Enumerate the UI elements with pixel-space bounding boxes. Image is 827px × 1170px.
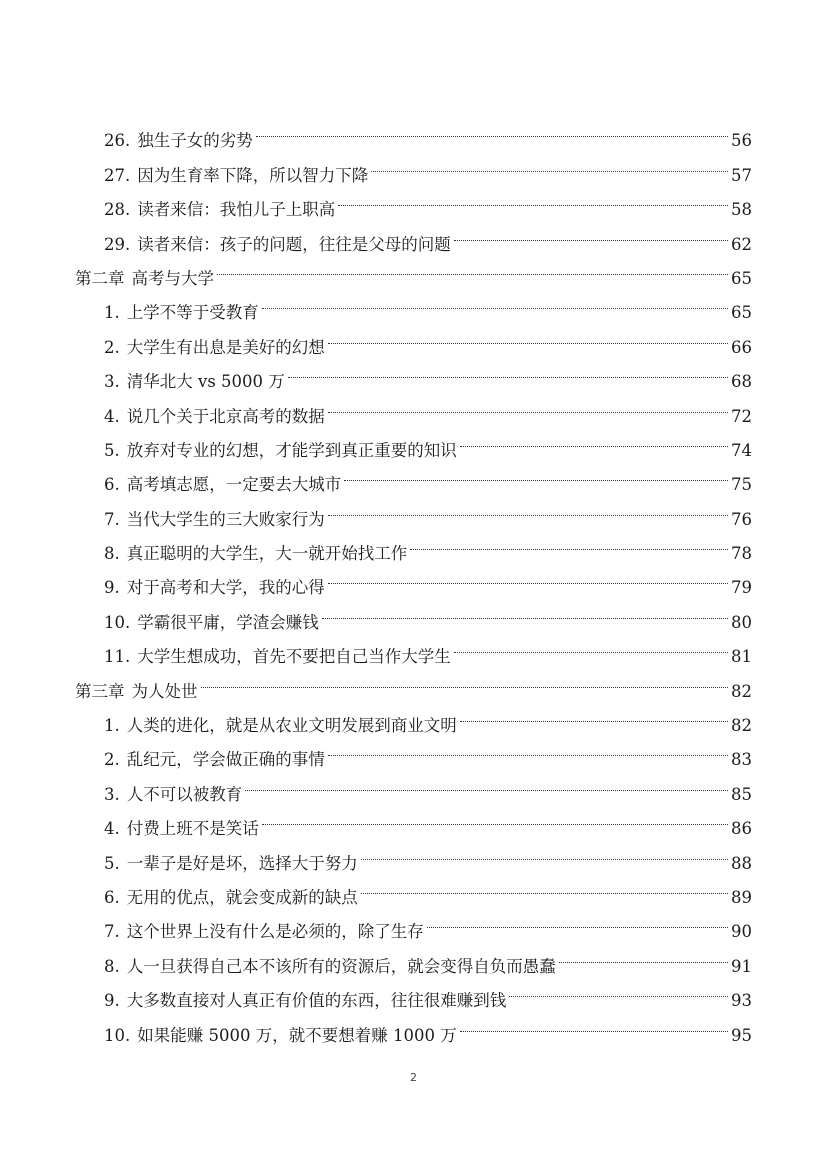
- dot-leader: [262, 800, 728, 834]
- toc-title: 高考填志愿，一定要去大城市: [126, 475, 342, 495]
- toc-page: 65: [731, 303, 752, 323]
- chapter-title: 为人处世: [131, 681, 198, 701]
- dot-leader: [328, 318, 728, 352]
- dot-leader: [322, 593, 728, 627]
- toc-title: 真正聪明的大学生，大一就开始找工作: [126, 544, 408, 564]
- toc-number: 7.: [104, 922, 120, 942]
- dot-leader: [328, 731, 728, 765]
- toc-title: 上学不等于受教育: [126, 303, 259, 323]
- chapter-number: 第三章: [75, 681, 125, 701]
- toc-title: 读者来信：孩子的问题，往往是父母的问题: [137, 234, 451, 254]
- toc-title: 大多数直接对人真正有价值的东西，往往很难赚到钱: [126, 991, 507, 1011]
- toc-title: 说几个关于北京高考的数据: [126, 406, 325, 426]
- toc-number: 28.: [104, 200, 131, 220]
- dot-leader: [201, 662, 729, 696]
- dot-leader: [262, 284, 728, 318]
- dot-leader: [454, 628, 728, 662]
- toc-page: 75: [731, 475, 752, 495]
- toc-page: 65: [731, 268, 752, 288]
- toc-title: 乱纪元，学会做正确的事情: [126, 750, 325, 770]
- toc-number: 6.: [104, 475, 120, 495]
- toc-number: 5.: [104, 853, 120, 873]
- toc-title: 大学生想成功，首先不要把自己当作大学生: [137, 647, 451, 667]
- toc-title: 当代大学生的三大败家行为: [126, 509, 325, 529]
- toc-title: 如果能赚 5000 万，就不要想着赚 1000 万: [137, 1025, 457, 1045]
- toc-number: 9.: [104, 991, 120, 1011]
- toc-number: 26.: [104, 131, 131, 151]
- dot-leader: [328, 387, 728, 421]
- chapter-title: 高考与大学: [131, 268, 214, 288]
- dot-leader: [460, 1006, 728, 1040]
- toc-title: 因为生育率下降，所以智力下降: [137, 165, 369, 185]
- dot-leader: [460, 697, 728, 731]
- dot-leader: [328, 559, 728, 593]
- toc-title: 人类的进化，就是从农业文明发展到商业文明: [126, 716, 457, 736]
- dot-leader: [361, 869, 728, 903]
- dot-leader: [559, 937, 728, 971]
- toc-page: 78: [731, 544, 752, 564]
- toc-number: 9.: [104, 578, 120, 598]
- toc-page: 85: [731, 784, 752, 804]
- toc-page: 95: [731, 1025, 752, 1045]
- toc-title: 学霸很平庸，学渣会赚钱: [137, 612, 319, 632]
- toc-number: 7.: [104, 509, 120, 529]
- toc-number: 4.: [104, 819, 120, 839]
- dot-leader: [410, 525, 728, 559]
- toc-number: 10.: [104, 612, 131, 632]
- toc-title: 独生子女的劣势: [137, 131, 253, 151]
- toc-number: 27.: [104, 165, 131, 185]
- dot-leader: [344, 456, 728, 490]
- toc-title: 无用的优点，就会变成新的缺点: [126, 887, 358, 907]
- dot-leader: [361, 834, 728, 868]
- toc-page: 93: [731, 991, 752, 1011]
- toc-page: 91: [731, 956, 752, 976]
- toc-page: 56: [731, 131, 752, 151]
- toc-page: 90: [731, 922, 752, 942]
- toc-number: 2.: [104, 337, 120, 357]
- toc-page: 79: [731, 578, 752, 598]
- toc-title: 一辈子是好是坏，选择大于努力: [126, 853, 358, 873]
- dot-leader: [288, 353, 728, 387]
- dot-leader: [460, 422, 728, 456]
- toc-page: 82: [731, 716, 752, 736]
- dot-leader: [256, 112, 728, 146]
- dot-leader: [454, 215, 728, 249]
- toc-page: 86: [731, 819, 752, 839]
- toc-page: 83: [731, 750, 752, 770]
- toc-number: 29.: [104, 234, 131, 254]
- toc-title: 人一旦获得自己本不该所有的资源后，就会变得自负而愚蠢: [126, 956, 556, 976]
- toc-number: 3.: [104, 784, 120, 804]
- toc-page: 89: [731, 887, 752, 907]
- toc-page: 62: [731, 234, 752, 254]
- toc-page: 68: [731, 372, 752, 392]
- toc-number: 4.: [104, 406, 120, 426]
- toc-title: 对于高考和大学，我的心得: [126, 578, 325, 598]
- toc-number: 3.: [104, 372, 120, 392]
- toc-page: 72: [731, 406, 752, 426]
- toc-page: 66: [731, 337, 752, 357]
- table-of-contents: [75, 112, 752, 1045]
- toc-number: 8.: [104, 956, 120, 976]
- dot-leader: [427, 903, 728, 937]
- dot-leader: [509, 972, 728, 1006]
- toc-entry[interactable]: [75, 112, 752, 151]
- toc-number: 2.: [104, 750, 120, 770]
- dot-leader: [245, 765, 728, 799]
- toc-title: 清华北大 vs 5000 万: [126, 372, 285, 392]
- chapter-number: 第二章: [75, 268, 125, 288]
- toc-page: 76: [731, 509, 752, 529]
- dot-leader: [371, 146, 728, 180]
- toc-number: 10.: [104, 1025, 131, 1045]
- toc-number: 1.: [104, 716, 120, 736]
- toc-page: 57: [731, 165, 752, 185]
- toc-page: 88: [731, 853, 752, 873]
- toc-title: 读者来信：我怕儿子上职高: [137, 200, 336, 220]
- toc-page: 58: [731, 200, 752, 220]
- toc-number: 6.: [104, 887, 120, 907]
- page-number: 2: [410, 1071, 417, 1084]
- dot-leader: [328, 490, 728, 524]
- dot-leader: [217, 250, 728, 284]
- toc-page: 74: [731, 440, 752, 460]
- toc-title: 大学生有出息是美好的幻想: [126, 337, 325, 357]
- dot-leader: [338, 181, 728, 215]
- toc-title: 这个世界上没有什么是必须的，除了生存: [126, 922, 424, 942]
- toc-number: 1.: [104, 303, 120, 323]
- toc-number: 8.: [104, 544, 120, 564]
- toc-title: 人不可以被教育: [126, 784, 243, 804]
- toc-page: 81: [731, 647, 752, 667]
- toc-number: 11.: [104, 647, 131, 667]
- toc-page: 80: [731, 612, 752, 632]
- toc-number: 5.: [104, 440, 120, 460]
- toc-page: 82: [731, 681, 752, 701]
- toc-title: 放弃对专业的幻想，才能学到真正重要的知识: [126, 440, 457, 460]
- toc-title: 付费上班不是笑话: [126, 819, 259, 839]
